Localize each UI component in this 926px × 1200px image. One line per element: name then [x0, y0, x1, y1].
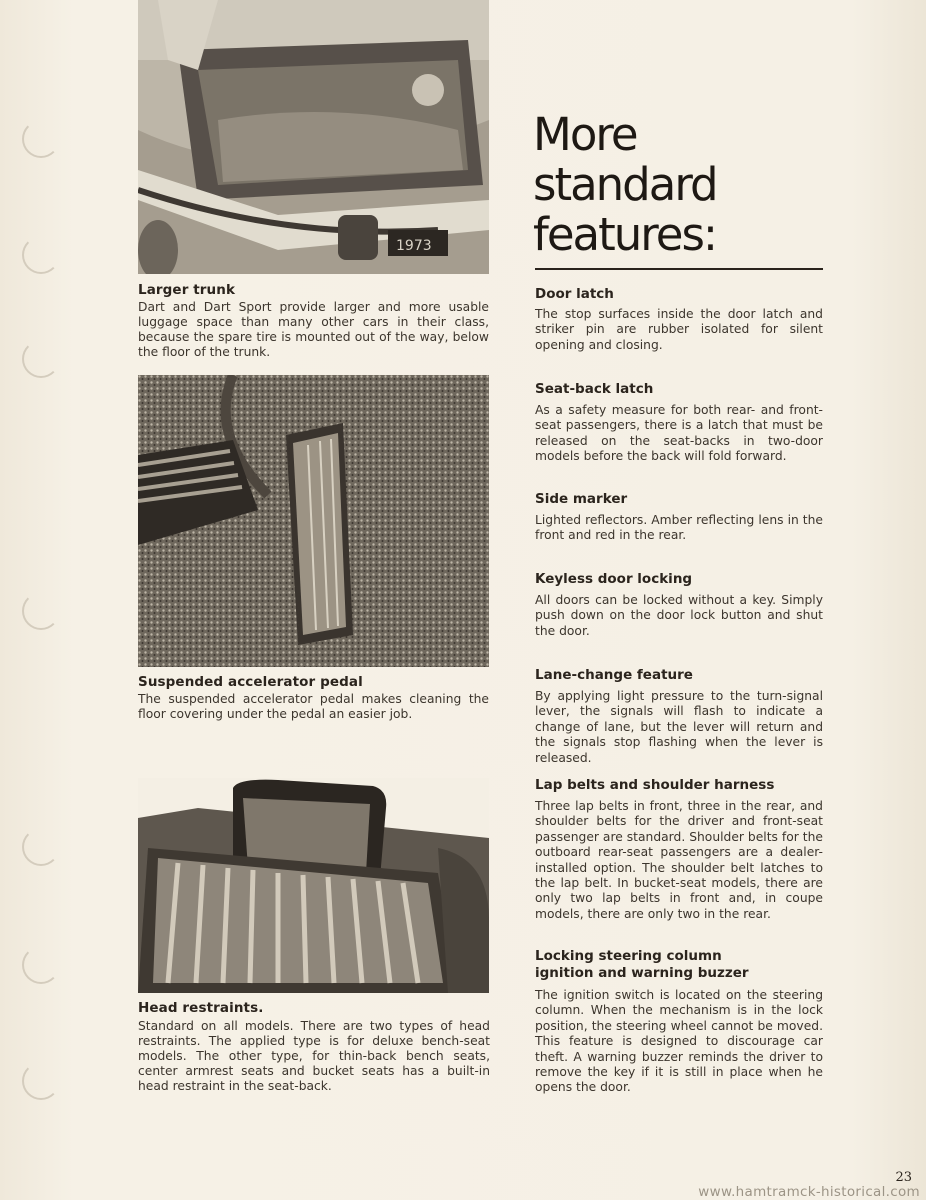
steering-column-title: Locking steering column ignition and warning buzzer — [535, 948, 749, 981]
lane-change-body: By applying light pressure to the turn-signal lever, the signals will flash to indicate a change of lane, but the lever will return and the signals stop flashing when the lever is released. — [535, 689, 823, 765]
headline-rule — [535, 268, 823, 270]
binder-hole — [22, 120, 60, 158]
trunk-body: Dart and Dart Sport provide larger and more usable luggage space than many other cars in their class, because the spare tire is mounted out of the way, below the floor of the trunk. — [138, 300, 489, 359]
headline-line-2: standard — [533, 158, 717, 211]
door-latch-body: The stop surfaces inside the door latch and striker pin are rubber isolated for silent opening and closing. — [535, 307, 823, 352]
lap-belts-body: Three lap belts in front, three in the rear, and shoulder belts for the driver and front-seat passenger are standard. Shoulder belts for the outboard rear-seat passengers are a dealer-installed option. The shoulder belt latches to the lap belt. In bucket-seat models, there are only two lap belts in front and, in coupe models, there are only two in the rear. — [535, 799, 823, 921]
door-latch-title: Door latch — [535, 286, 614, 302]
seat-back-latch-body: As a safety measure for both rear- and front-seat passengers, there is a latch that must be released on the seat-backs in two-door models before the back will fold forward. — [535, 403, 823, 464]
steering-column-body: The ignition switch is located on the steering column. When the mechanism is in the lock position, the steering wheel cannot be moved. This feature is designed to discourage car theft. A warning buzzer reminds the driver to remove the key if it is still in place when he opens the door. — [535, 988, 823, 1095]
head-restraint-photo — [138, 778, 489, 993]
trunk-title: Larger trunk — [138, 282, 236, 298]
binder-hole — [22, 828, 60, 866]
keyless-locking-title: Keyless door locking — [535, 571, 693, 587]
binder-hole — [22, 1062, 60, 1100]
binder-hole — [22, 340, 60, 378]
site-watermark: www.hamtramck-historical.com — [698, 1184, 920, 1200]
headline-line-1: More — [533, 108, 637, 161]
seat-back-latch-title: Seat-back latch — [535, 381, 654, 397]
trunk-photo — [138, 0, 489, 274]
head-restraints-body: Standard on all models. There are two types of head restraints. The applied type is for deluxe bench-seat models. The other type, for thin-back bench seats, center armrest seats and bucket seats has a built-in head restraint in the seat-back. — [138, 1019, 490, 1093]
binder-hole — [22, 236, 60, 274]
head-restraints-title: Head restraints. — [138, 1000, 264, 1016]
pedal-body: The suspended accelerator pedal makes cleaning the floor covering under the pedal an easier job. — [138, 692, 489, 721]
accelerator-pedal-photo — [138, 375, 489, 667]
lane-change-title: Lane-change feature — [535, 667, 693, 683]
binder-hole — [22, 592, 60, 630]
lap-belts-title: Lap belts and shoulder harness — [535, 777, 775, 793]
headline-line-3: features: — [533, 208, 717, 261]
license-plate-text: 1973 — [396, 238, 432, 254]
binder-hole — [22, 946, 60, 984]
keyless-locking-body: All doors can be locked without a key. Simply push down on the door lock button and shut the door. — [535, 593, 823, 638]
page-headline — [533, 110, 833, 260]
pedal-title: Suspended accelerator pedal — [138, 674, 363, 690]
page-number: 23 — [895, 1170, 912, 1185]
side-marker-body: Lighted reflectors. Amber reflecting lens in the front and red in the rear. — [535, 513, 823, 543]
side-marker-title: Side marker — [535, 491, 628, 507]
